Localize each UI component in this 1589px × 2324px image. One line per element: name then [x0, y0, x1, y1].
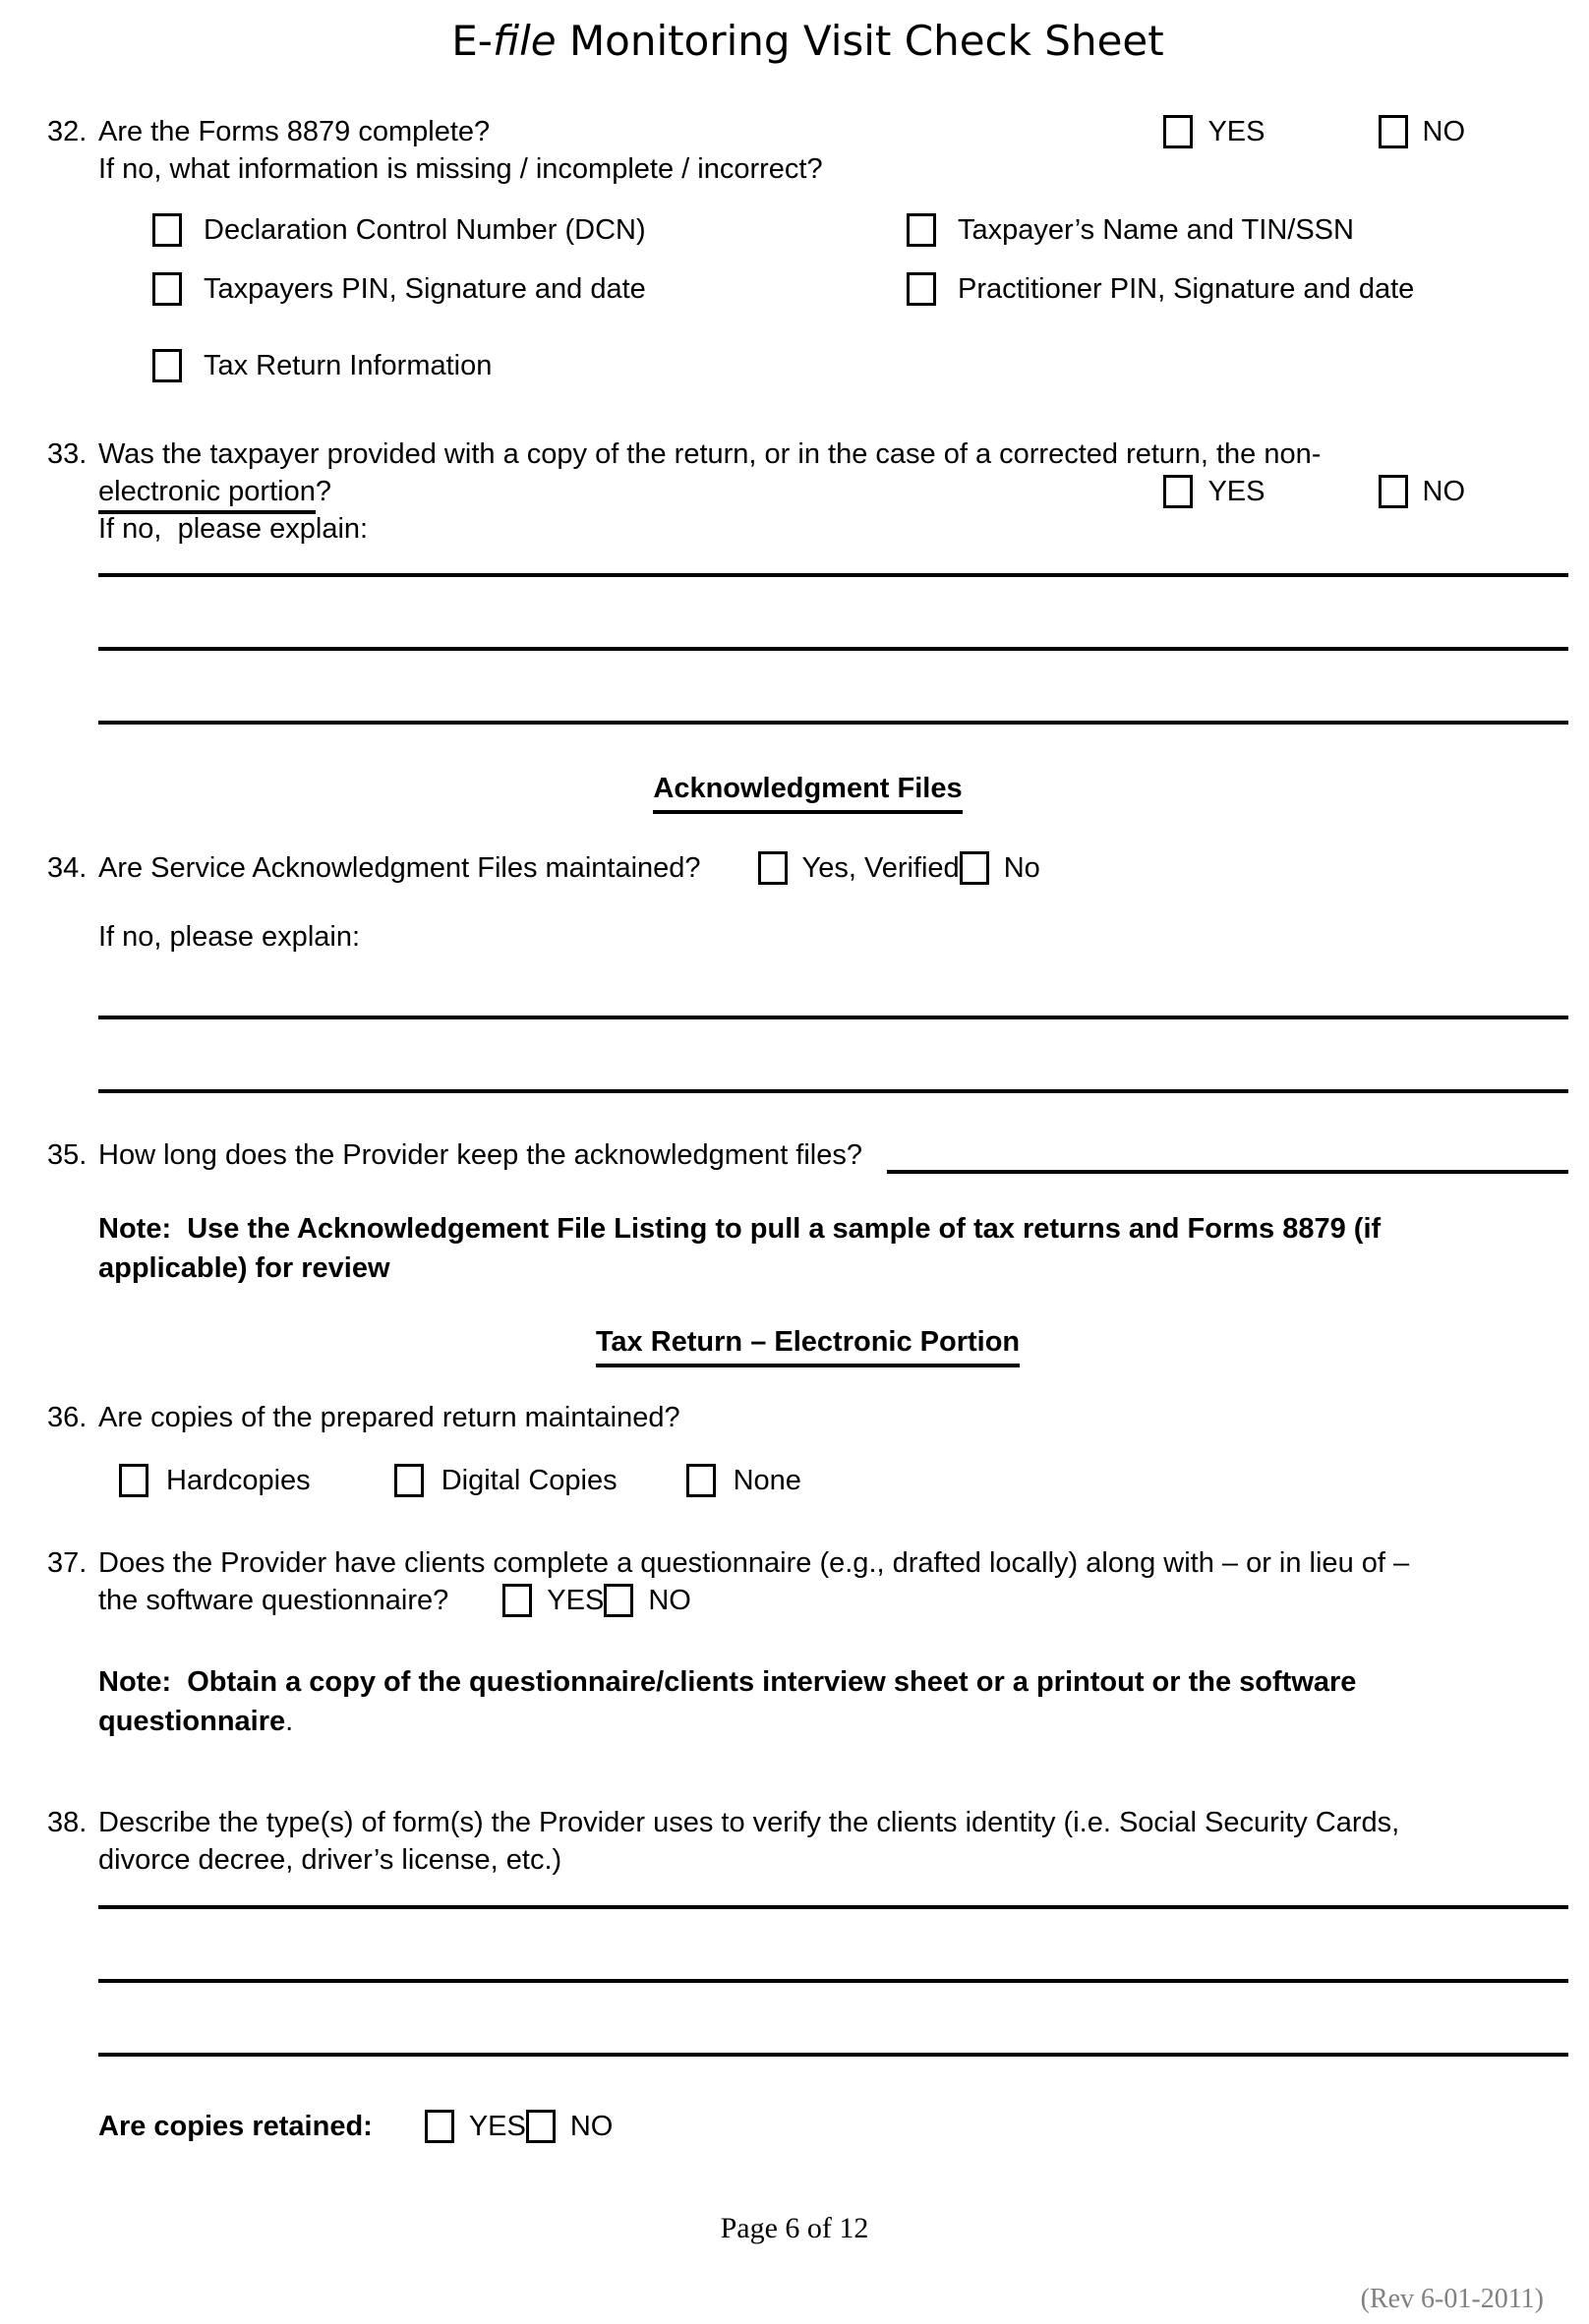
- question-37-line1: Does the Provider have clients complete a questionnaire (e.g., drafted locally) along with – or in lieu of –: [98, 1547, 1410, 1579]
- q37-no-label: NO: [648, 1585, 691, 1616]
- note2-line2-bold: questionnaire: [98, 1706, 286, 1737]
- question-37: [47, 1544, 1568, 1619]
- q32-yes-label: YES: [1207, 116, 1265, 147]
- q34-no-option: [960, 849, 1040, 887]
- label-none: None: [733, 1465, 801, 1496]
- q37-yes-label: YES: [547, 1585, 605, 1616]
- q32-option-tax-return-info: [152, 347, 492, 384]
- question-38-number: 38.: [47, 1807, 88, 1838]
- q33-explain-label: If no, please explain:: [98, 513, 369, 545]
- question-37-line2: the software questionnaire?: [98, 1585, 449, 1616]
- q37-yes-checkbox[interactable]: [502, 1584, 532, 1617]
- title-italic-word: file: [492, 17, 557, 65]
- section-heading-tax-return-electronic-portion: [47, 1323, 1568, 1367]
- answer-line[interactable]: [98, 721, 1568, 725]
- title-prefix: E-: [451, 17, 493, 65]
- question-38-line2: divorce decree, driver’s license, etc.): [98, 1844, 562, 1876]
- q33-yes-no-group: [1163, 473, 1465, 510]
- q34-yes-verified-label: Yes, Verified: [801, 852, 960, 884]
- question-35-text: How long does the Provider keep the acknowledgment files?: [98, 1139, 863, 1171]
- q36-options-row: [119, 1462, 1568, 1499]
- q32-option-row-3: [152, 347, 1568, 392]
- q36-hardcopies-option: [119, 1462, 311, 1499]
- q34-yes-verified-option: [758, 849, 960, 887]
- q32-yes-option: [1163, 113, 1265, 150]
- answer-line[interactable]: [98, 573, 1568, 577]
- question-37-number: 37.: [47, 1547, 88, 1579]
- question-36-number: 36.: [47, 1402, 88, 1433]
- note1-line1: Note: Use the Acknowledgement File Listing to pull a sample of tax returns and Forms 8879 (if: [98, 1213, 1382, 1245]
- answer-line[interactable]: [98, 1089, 1568, 1093]
- q33-yes-label: YES: [1207, 476, 1265, 507]
- checkbox-practitioner-pin[interactable]: [907, 272, 936, 306]
- checkbox-declaration-control-number[interactable]: [152, 213, 182, 247]
- question-35: [47, 1136, 1568, 1174]
- q34-no-checkbox[interactable]: [960, 851, 989, 885]
- label-hardcopies: Hardcopies: [166, 1465, 311, 1496]
- label-declaration-control-number: Declaration Control Number (DCN): [204, 214, 646, 246]
- retained-yes-label: YES: [468, 2111, 526, 2142]
- q32-yes-checkbox[interactable]: [1163, 115, 1193, 148]
- question-34-number: 34.: [47, 852, 88, 884]
- label-taxpayers-pin: Taxpayers PIN, Signature and date: [204, 273, 646, 305]
- question-36: [47, 1399, 1568, 1499]
- q32-yes-no-group: [1163, 113, 1465, 150]
- q34-explain-label: If no, please explain:: [98, 921, 361, 953]
- question-35-row: [98, 1136, 1568, 1174]
- retained-no-label: NO: [569, 2111, 614, 2142]
- tax-return-heading-text: Tax Return – Electronic Portion: [596, 1323, 1020, 1367]
- question-36-text: Are copies of the prepared return maintained?: [98, 1402, 680, 1433]
- retained-no-checkbox[interactable]: [526, 2110, 556, 2143]
- q32-no-label: NO: [1422, 116, 1465, 147]
- retained-yes-option: [425, 2108, 526, 2145]
- question-38: [47, 1804, 1568, 1879]
- revision-stamp: (Rev 6-01-2011): [1360, 2284, 1544, 2314]
- question-32-subtext: If no, what information is missing / incomplete / incorrect?: [98, 153, 823, 185]
- q33-yes-option: [1163, 473, 1265, 510]
- checkbox-tax-return-information[interactable]: [152, 349, 182, 382]
- q33-question-mark: ?: [315, 476, 331, 507]
- q33-no-option: [1379, 473, 1466, 510]
- question-32: [47, 113, 1568, 392]
- question-38-line1: Describe the type(s) of form(s) the Provider uses to verify the clients identity (i.e. Social Security Cards,: [98, 1807, 1400, 1838]
- label-taxpayer-name-tin: Taxpayer’s Name and TIN/SSN: [958, 214, 1354, 246]
- question-34: [47, 849, 1568, 956]
- q33-no-checkbox[interactable]: [1379, 475, 1408, 508]
- question-34-row: [98, 849, 1568, 887]
- retained-yes-checkbox[interactable]: [425, 2110, 454, 2143]
- checkbox-taxpayer-name-tin[interactable]: [907, 213, 936, 247]
- checkbox-none[interactable]: [686, 1464, 716, 1497]
- q34-no-label: No: [1003, 852, 1040, 884]
- checkbox-digital-copies[interactable]: [394, 1464, 424, 1497]
- note-obtain-questionnaire: [98, 1662, 1568, 1741]
- note2-line1: Note: Obtain a copy of the questionnaire/clients interview sheet or a printout or the software: [98, 1666, 1357, 1698]
- note2-line2: [98, 1702, 1568, 1741]
- acknowledgment-files-heading-text: Acknowledgment Files: [653, 770, 962, 814]
- note2-period: .: [285, 1706, 294, 1737]
- label-tax-return-information: Tax Return Information: [204, 350, 493, 381]
- q33-underlined-text: electronic portion: [98, 476, 316, 514]
- question-37-line2-row: [98, 1582, 1568, 1619]
- question-33-line1: Was the taxpayer provided with a copy of the return, or in the case of a corrected return, the non-: [98, 438, 1322, 470]
- label-digital-copies: Digital Copies: [441, 1465, 618, 1496]
- question-32-text: Are the Forms 8879 complete?: [98, 116, 491, 147]
- q33-no-label: NO: [1422, 476, 1465, 507]
- copies-retained-row: [98, 2108, 1568, 2145]
- question-33-line2: [98, 473, 331, 510]
- q35-answer-line[interactable]: [887, 1140, 1568, 1174]
- question-32-row: [98, 113, 1568, 150]
- q37-no-option: [604, 1582, 691, 1619]
- q32-option-taxpayers-pin: [152, 270, 907, 308]
- q33-yes-checkbox[interactable]: [1163, 475, 1193, 508]
- answer-line[interactable]: [98, 1016, 1568, 1019]
- q32-options-grid: [152, 211, 1568, 308]
- question-32-number: 32.: [47, 116, 88, 147]
- q32-option-taxpayer-name-tin: [907, 211, 1568, 249]
- q37-yes-option: [502, 1582, 604, 1619]
- answer-line[interactable]: [98, 2053, 1568, 2057]
- retained-no-option: [526, 2108, 614, 2145]
- title-suffix: Monitoring Visit Check Sheet: [556, 17, 1164, 65]
- question-33-number: 33.: [47, 438, 88, 470]
- q34-yes-verified-checkbox[interactable]: [758, 851, 788, 885]
- q32-no-option: [1379, 113, 1466, 150]
- answer-line[interactable]: [98, 1979, 1568, 1983]
- label-practitioner-pin: Practitioner PIN, Signature and date: [958, 273, 1415, 305]
- copies-retained-label: Are copies retained:: [98, 2111, 373, 2142]
- q32-option-dcn: [152, 211, 907, 249]
- question-34-text: Are Service Acknowledgment Files maintained?: [98, 852, 701, 884]
- q37-no-checkbox[interactable]: [604, 1584, 633, 1617]
- question-33: [47, 436, 1568, 548]
- answer-line[interactable]: [98, 1905, 1568, 1909]
- question-33-line2-row: [98, 473, 1568, 510]
- page-number: Page 6 of 12: [720, 2212, 869, 2244]
- note-acknowledgement-file-listing: [98, 1209, 1568, 1288]
- form-title: [47, 14, 1568, 69]
- q36-digital-copies-option: [394, 1462, 618, 1499]
- checkbox-taxpayers-pin[interactable]: [152, 272, 182, 306]
- checkbox-hardcopies[interactable]: [119, 1464, 148, 1497]
- q36-none-option: [686, 1462, 801, 1499]
- note1-line2: applicable) for review: [98, 1252, 390, 1284]
- q32-option-practitioner-pin: [907, 270, 1568, 308]
- question-35-number: 35.: [47, 1139, 88, 1171]
- answer-line[interactable]: [98, 647, 1568, 651]
- section-heading-acknowledgment-files: [47, 770, 1568, 814]
- q32-no-checkbox[interactable]: [1379, 115, 1408, 148]
